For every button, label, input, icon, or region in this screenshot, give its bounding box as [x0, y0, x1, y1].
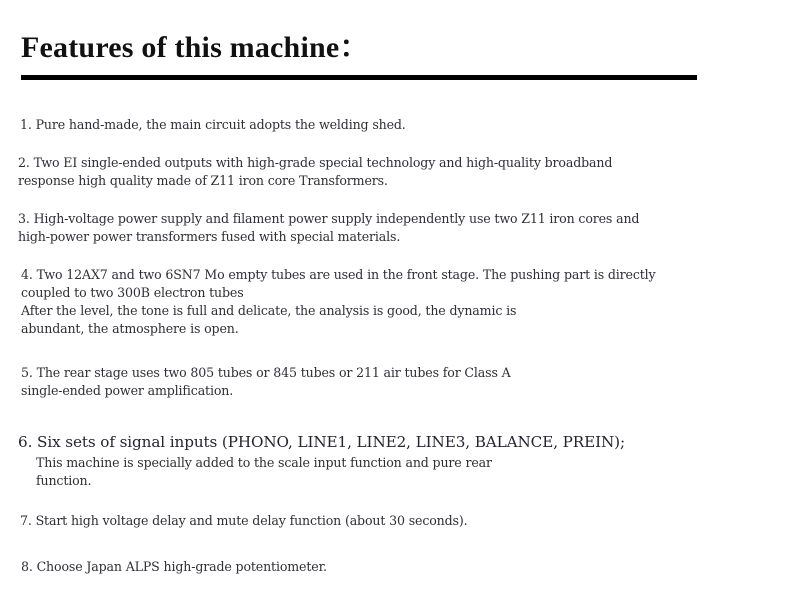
feature-line: 6. Six sets of signal inputs (PHONO, LINE1, LINE2, LINE3, BALANCE, PREIN); — [18, 433, 626, 451]
title-divider — [21, 75, 697, 80]
feature-item-6 — [18, 432, 625, 452]
feature-line: 2. Two EI single-ended outputs with high-grade special technology and high-quality broadband — [18, 155, 613, 170]
feature-item-2 — [18, 154, 612, 190]
feature-line: coupled to two 300B electron tubes — [21, 285, 244, 300]
feature-item-7 — [20, 512, 467, 530]
feature-line: After the level, the tone is full and delicate, the analysis is good, the dynamic is — [21, 303, 517, 318]
feature-line: single-ended power amplification. — [21, 383, 234, 398]
feature-line: abundant, the atmosphere is open. — [21, 321, 239, 336]
feature-line: high-power power transformers fused with special materials. — [18, 229, 401, 244]
feature-item-1 — [20, 116, 406, 134]
feature-line: response high quality made of Z11 iron core Transformers. — [18, 173, 388, 188]
feature-item-3 — [18, 210, 639, 246]
feature-item-4 — [21, 266, 656, 338]
feature-item-5 — [21, 364, 511, 400]
feature-line: This machine is specially added to the scale input function and pure rear — [36, 455, 492, 470]
feature-line: function. — [36, 473, 92, 488]
feature-item-8 — [21, 558, 327, 576]
feature-line: 3. High-voltage power supply and filament power supply independently use two Z11 iron cores and — [18, 211, 640, 226]
feature-line: 4. Two 12AX7 and two 6SN7 Mo empty tubes are used in the front stage. The pushing part is directly — [21, 267, 656, 282]
feature-line: 5. The rear stage uses two 805 tubes or 845 tubes or 211 air tubes for Class A — [21, 365, 511, 380]
page-title: Features of this machine： — [21, 31, 370, 64]
feature-line: 7. Start high voltage delay and mute delay function (about 30 seconds). — [20, 513, 468, 528]
feature-item-6-note — [36, 454, 492, 490]
feature-line: 8. Choose Japan ALPS high-grade potentiometer. — [21, 559, 327, 574]
feature-line: 1. Pure hand-made, the main circuit adopts the welding shed. — [20, 117, 406, 132]
